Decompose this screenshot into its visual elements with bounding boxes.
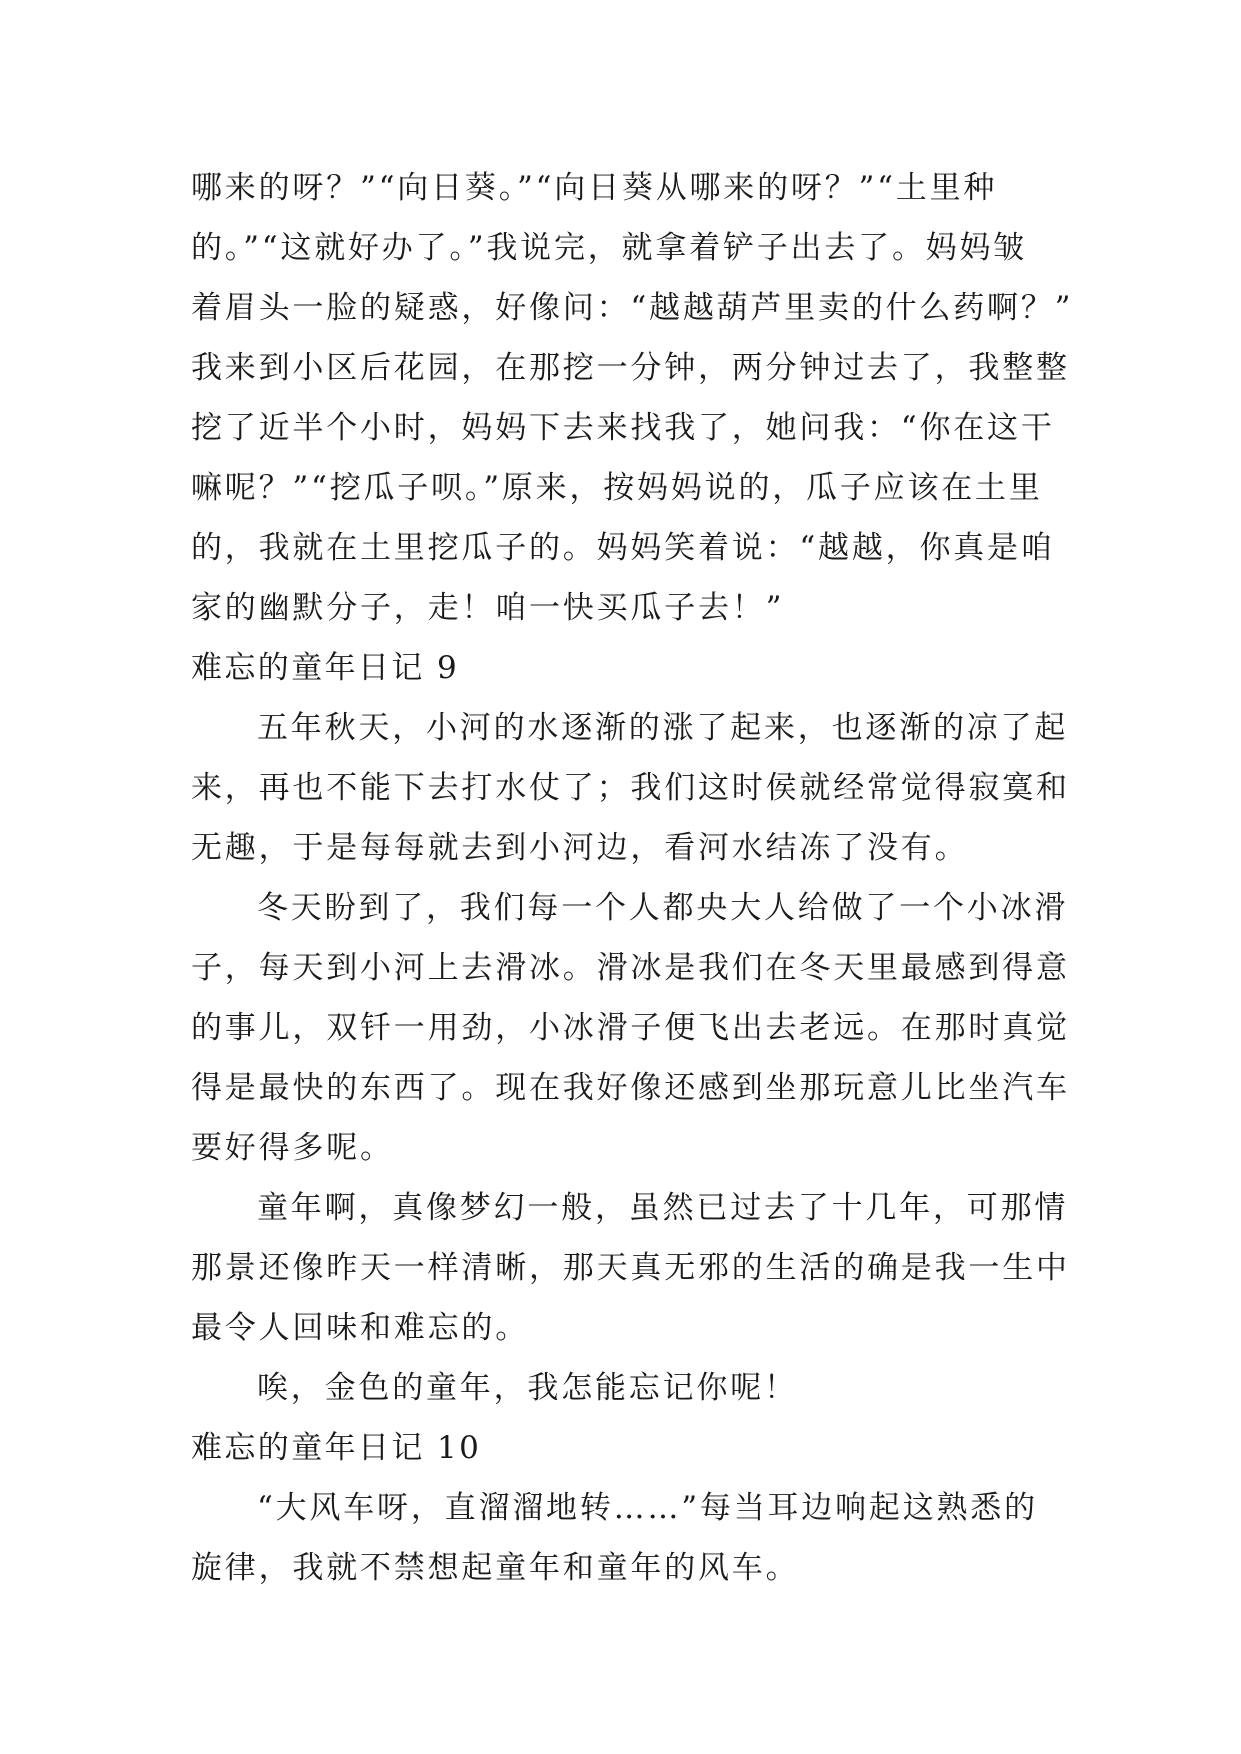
text-line: 的事儿，双钎一用劲，小冰滑子便飞出去老远。在那时真觉 (191, 1010, 1070, 1046)
text-line: 旋律，我就不禁想起童年和童年的风车。 (191, 1550, 800, 1586)
text-line: 无趣，于是每每就去到小河边，看河水结冻了没有。 (191, 830, 969, 866)
text-line: 嘛呢？”“挖瓜子呗。”原来，按妈妈说的，瓜子应该在土里 (191, 470, 1043, 506)
section-heading: 难忘的童年日记 9 (191, 650, 460, 686)
text-line: 那景还像昨天一样清晰，那天真无邪的生活的确是我一生中 (191, 1250, 1070, 1286)
paragraph-first-line: 五年秋天，小河的水逐渐的涨了起来，也逐渐的凉了起 (257, 710, 1069, 746)
paragraph-first-line: 唉，金色的童年，我怎能忘记你呢！ (257, 1370, 798, 1406)
paragraph-first-line: 冬天盼到了，我们每一个人都央大人给做了一个小冰滑 (257, 890, 1069, 926)
text-line: 我来到小区后花园，在那挖一分钟，两分钟过去了，我整整 (191, 350, 1070, 386)
text-line: 挖了近半个小时，妈妈下去来找我了，她问我：“你在这干 (191, 410, 1055, 446)
paragraph-first-line: “大风车呀，直溜溜地转……”每当耳边响起这熟悉的 (257, 1490, 1038, 1526)
text-line: 哪来的呀？”“向日葵。”“向日葵从哪来的呀？”“土里种 (191, 170, 998, 206)
text-line: 来，再也不能下去打水仗了；我们这时侯就经常觉得寂寞和 (191, 770, 1070, 806)
text-line: 子，每天到小河上去滑冰。滑冰是我们在冬天里最感到得意 (191, 950, 1070, 986)
paragraph-first-line: 童年啊，真像梦幻一般，虽然已过去了十几年，可那情 (257, 1190, 1069, 1226)
text-line: 最令人回味和难忘的。 (191, 1310, 529, 1346)
text-line: 的，我就在土里挖瓜子的。妈妈笑着说：“越越，你真是咱 (191, 530, 1055, 566)
document-page (191, 158, 1074, 1598)
text-line: 着眉头一脸的疑惑，好像问：“越越葫芦里卖的什么药啊？” (191, 290, 1074, 326)
section-heading: 难忘的童年日记 10 (191, 1430, 482, 1466)
text-line: 得是最快的东西了。现在我好像还感到坐那玩意儿比坐汽车 (191, 1070, 1070, 1106)
text-line: 的。”“这就好办了。”我说完，就拿着铲子出去了。妈妈皱 (191, 230, 1028, 266)
text-line: 要好得多呢。 (191, 1130, 394, 1166)
text-line: 家的幽默分子，走！咱一快买瓜子去！” (191, 590, 785, 626)
